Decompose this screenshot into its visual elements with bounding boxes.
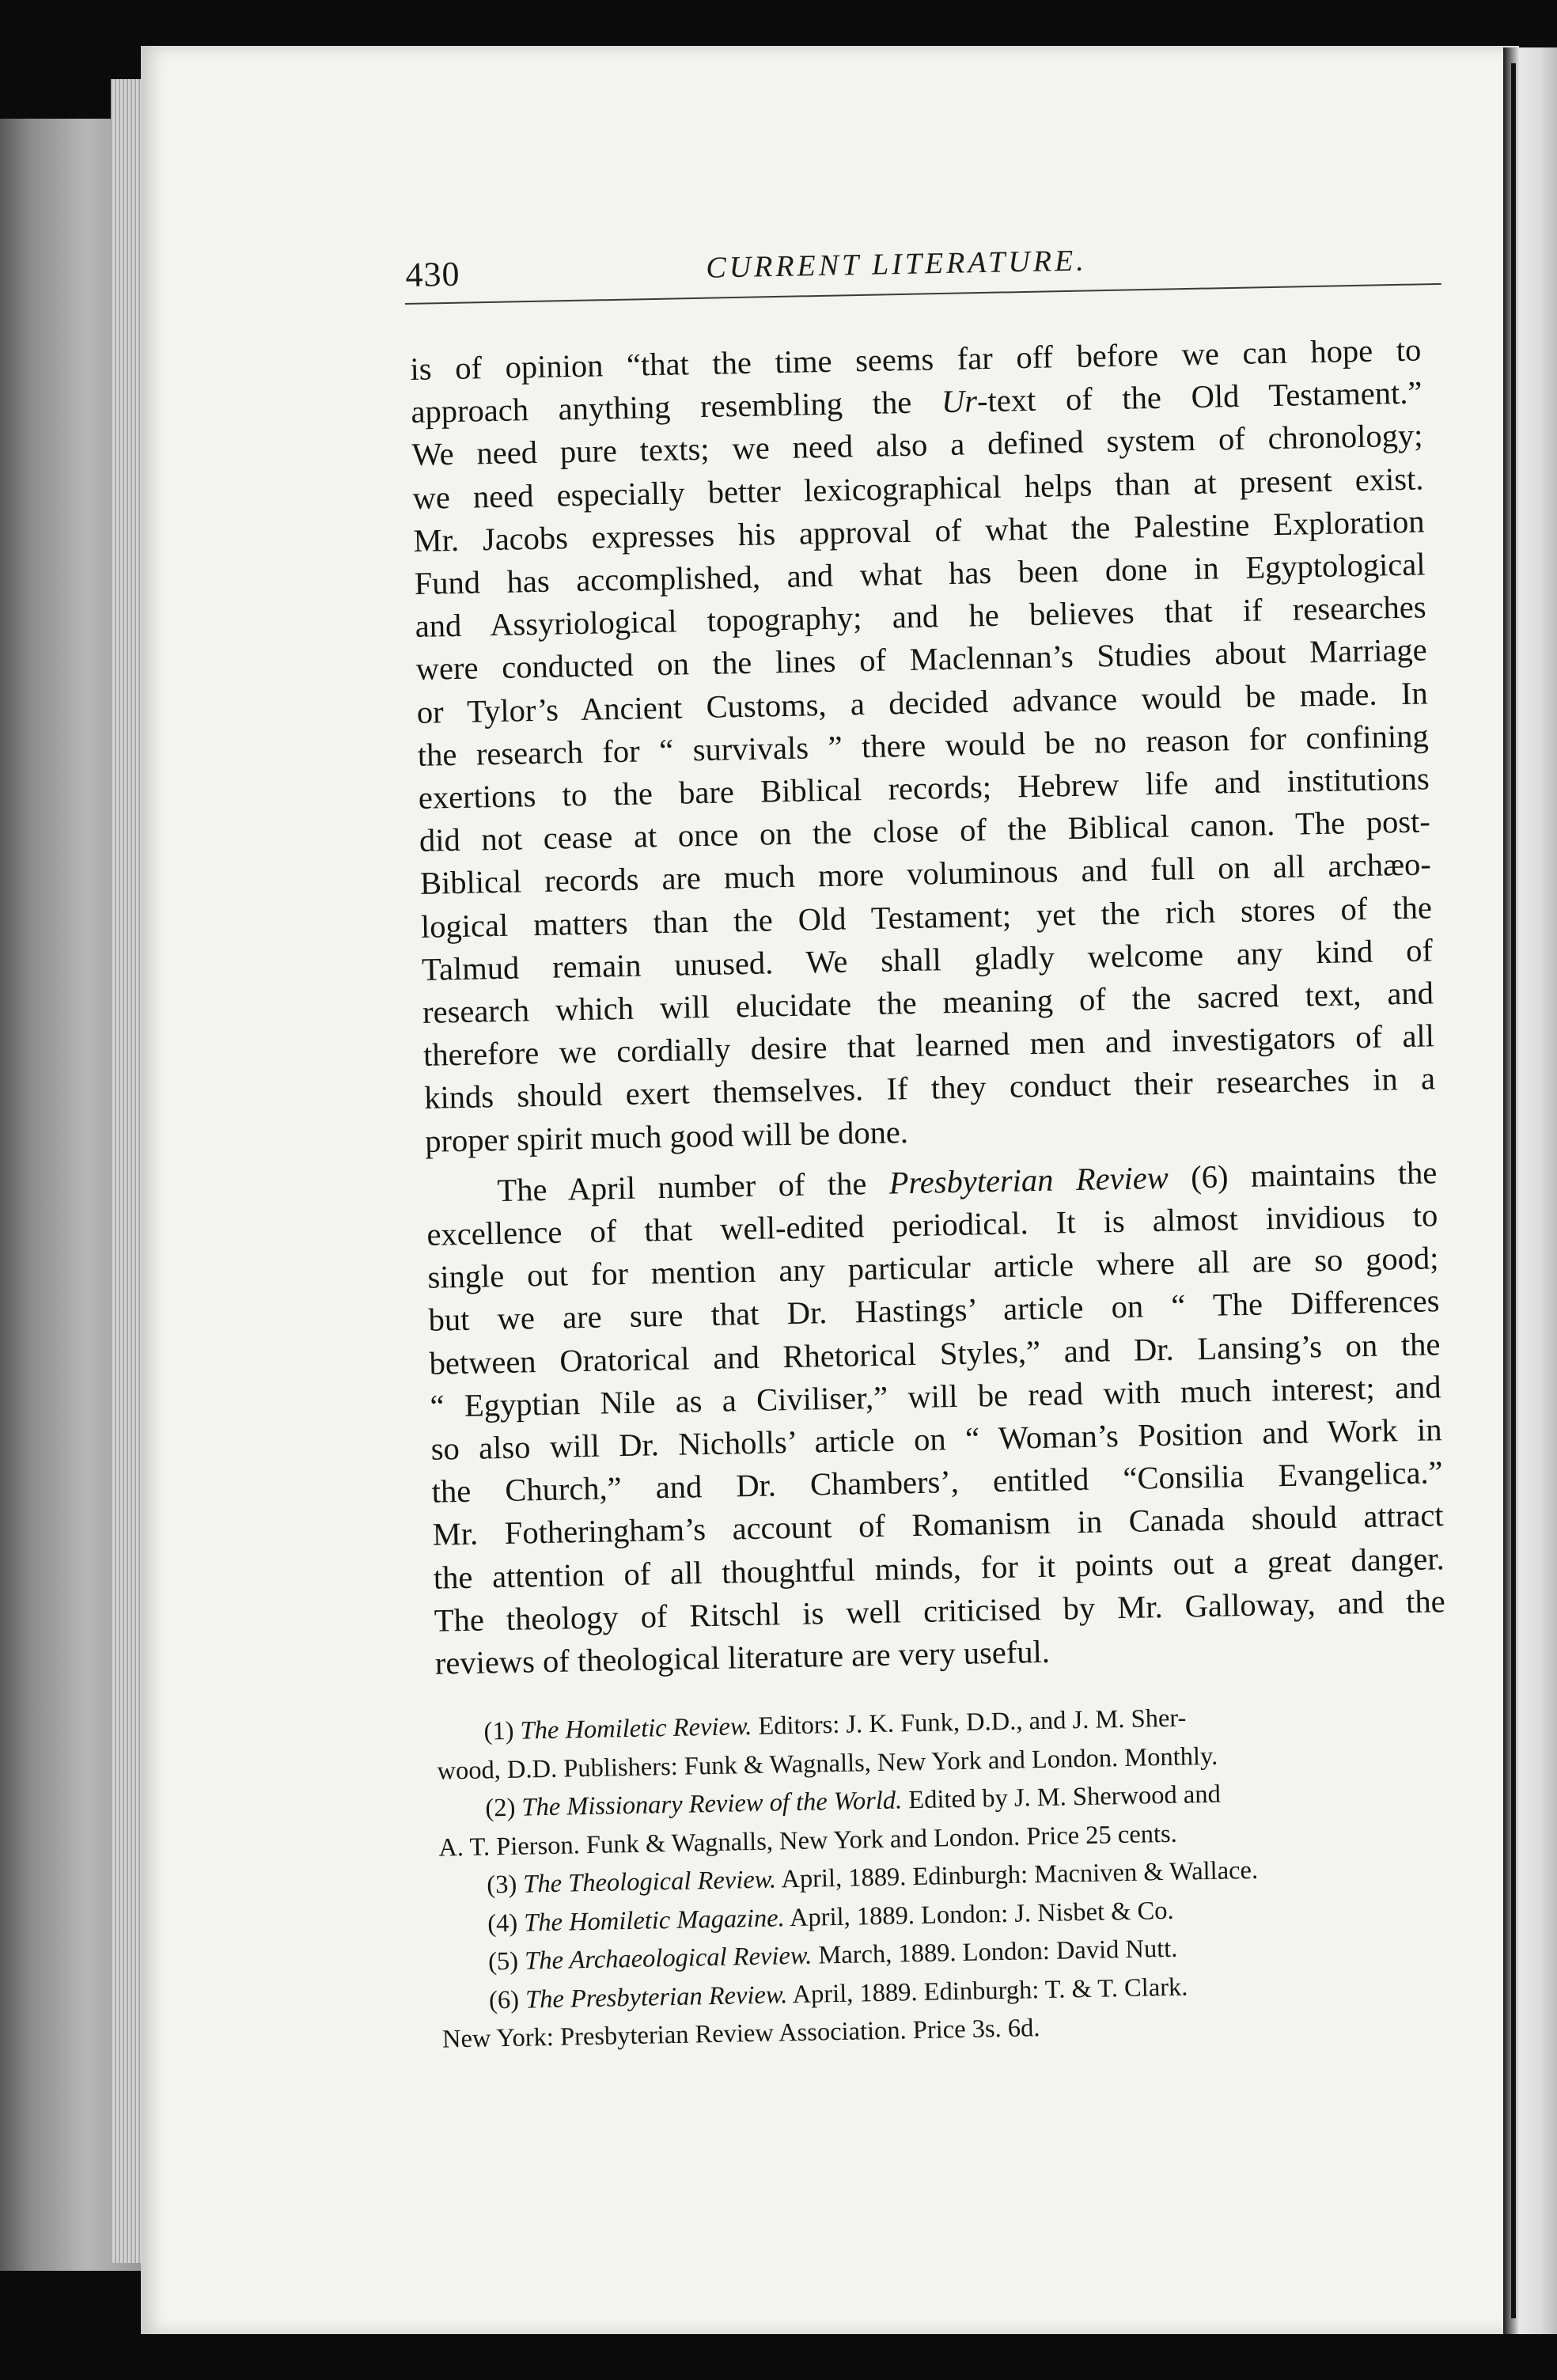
footnote: (1) The Homiletic Review. Editors: J. K. Funk, D.D., and J. M. Sher- <box>483 1704 1187 1746</box>
text-line: Biblical records are much more voluminous and full on all archæo- <box>419 846 1432 902</box>
text-line: reviews of theological literature are very useful. <box>434 1633 1051 1681</box>
footnote-continuation: New York: Presbyterian Review Association. Price 3s. 6d. <box>441 2014 1040 2054</box>
running-head: CURRENT LITERATURE. <box>705 244 1088 285</box>
text-line: single out for mention any particular article where all are so good; <box>427 1240 1439 1296</box>
text-line: is of opinion “that the time seems far off before we can hope to <box>410 332 1422 387</box>
footnote: (6) The Presbyterian Review. April, 1889. Edinburgh: T. & T. Clark. <box>488 1973 1188 2015</box>
text-line: kinds should exert themselves. If they conduct their researches in a <box>423 1060 1436 1116</box>
footnote: (3) The Theological Review. April, 1889. Edinburgh: Macniven & Wallace. <box>486 1856 1259 1900</box>
italic-term: Ur <box>941 383 978 420</box>
text-line: exertions to the bare Biblical records; Hebrew life and institutions <box>418 760 1430 816</box>
gutter-shadow <box>1511 63 1516 2318</box>
body-text <box>410 328 1453 2059</box>
footnote: (5) The Archaeological Review. March, 1889. London: David Nutt. <box>487 1935 1178 1976</box>
footnote-continuation: wood, D.D. Publishers: Funk & Wagnalls, New York and London. Monthly. <box>437 1741 1218 1786</box>
text-line: excellence of that well-edited periodical. It is almost invidious to <box>426 1197 1438 1253</box>
text-line: The April number of the Presbyterian Review (6) maintains the <box>497 1154 1438 1208</box>
text-line: therefore we cordially desire that learned men and investigators of all <box>422 1018 1435 1074</box>
footnote: (2) The Missionary Review of the World. Edited by J. M. Sherwood and <box>485 1779 1222 1823</box>
text-line: did not cease at once on the close of the Biblical canon. The post- <box>419 803 1431 859</box>
text-line: or Tylor’s Ancient Customs, a decided advance would be made. In <box>416 675 1429 730</box>
text-line: and Assyriological topography; and he believes that if researches <box>415 589 1426 645</box>
text-line: so also will Dr. Nicholls’ article on “ Woman’s Position and Work in <box>430 1412 1442 1467</box>
footnote: (4) The Homiletic Magazine. April, 1889. London: J. Nisbet & Co. <box>487 1896 1174 1938</box>
text-line: Mr. Fotheringham’s account of Romanism in Canada should attract <box>432 1497 1444 1553</box>
text-line: between Oratorical and Rhetorical Styles,” and Dr. Lansing’s on the <box>429 1325 1441 1381</box>
paragraph-1 <box>410 328 1437 1162</box>
text-line: the research for “ survivals ” there would be no reason for confining <box>417 718 1430 773</box>
text-line: The theology of Ritschl is well criticised by Mr. Galloway, and the <box>434 1583 1446 1639</box>
footnotes <box>436 1694 1453 2059</box>
text-line: Talmud remain unused. We shall gladly welcome any kind of <box>421 932 1434 987</box>
text-line: We need pure texts; we need also a defined system of chronology; <box>411 417 1423 473</box>
text-line: logical matters than the Old Testament; yet the rich stores of the <box>420 889 1433 945</box>
text-line: we need especially better lexicographical helps than at present exist. <box>412 460 1424 516</box>
text-line: research which will elucidate the meaning of the sacred text, and <box>422 975 1434 1030</box>
footnote-continuation: A. T. Pierson. Funk & Wagnalls, New York and London. Price 25 cents. <box>438 1819 1178 1863</box>
text-line: Fund has accomplished, and what has been done in Egyptological <box>414 546 1426 601</box>
italic-title: Presbyterian Review <box>888 1159 1169 1201</box>
text-line: the attention of all thoughtful minds, for it points out a great danger. <box>433 1540 1445 1596</box>
text-line: but we are sure that Dr. Hastings’ article on “ The Differences <box>428 1283 1440 1339</box>
text-line: proper spirit much good will be done. <box>424 1113 909 1159</box>
page-number: 430 <box>405 254 460 294</box>
text-line: approach anything resembling the Ur-text of the Old Testament.” <box>411 374 1423 430</box>
text-line: Mr. Jacobs expresses his approval of what the Palestine Exploration <box>413 503 1425 559</box>
text-line: the Church,” and Dr. Chambers’, entitled “Consilia Evangelica.” <box>431 1454 1443 1510</box>
paragraph-2 <box>426 1151 1446 1685</box>
text-line: “ Egyptian Nile as a Civiliser,” will be read with much interest; and <box>430 1369 1441 1424</box>
text-line: were conducted on the lines of Maclennan’s Studies about Marriage <box>415 631 1427 688</box>
